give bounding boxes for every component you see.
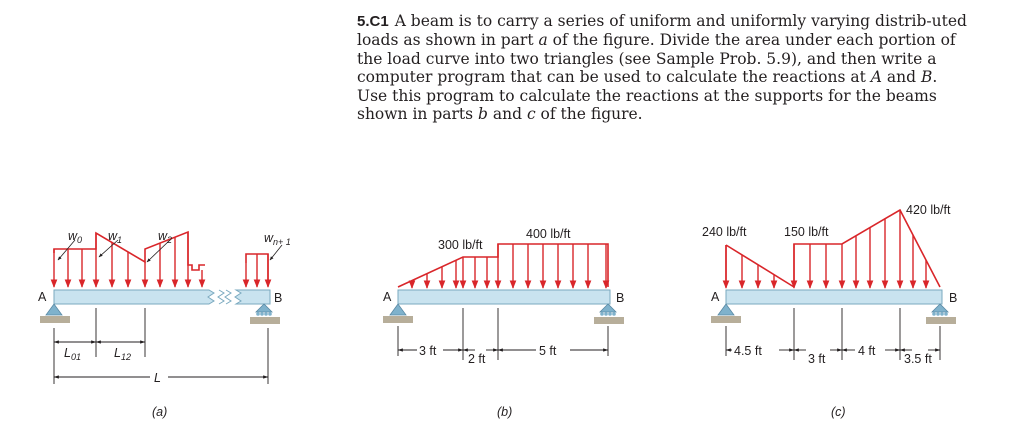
support-label-a-left: A bbox=[38, 290, 47, 304]
label-w1: $w_1$ bbox=[108, 229, 123, 245]
dim-label-c-3: 4 ft bbox=[858, 344, 876, 358]
dim-label-L: L bbox=[154, 371, 161, 385]
beam-b bbox=[398, 290, 610, 304]
load-label-c-2: 150 lb/ft bbox=[784, 225, 829, 239]
pin-support-b bbox=[383, 304, 413, 323]
problem-text-3: and bbox=[882, 68, 921, 87]
figure-c bbox=[702, 203, 957, 419]
part-a-ref: a bbox=[538, 31, 548, 50]
dim-label-b-3: 5 ft bbox=[539, 344, 557, 358]
support-label-c-left: A bbox=[711, 290, 720, 304]
support-label-b-left: A bbox=[383, 290, 392, 304]
pin-support-a bbox=[40, 304, 70, 323]
problem-text-4: . Use this program to calculate the reactions at the supports for the beams shown in parts bbox=[357, 68, 938, 124]
dim-label-b-1: 3 ft bbox=[419, 344, 437, 358]
load-curve-c-2 bbox=[726, 245, 794, 287]
problem-text-1: A beam is to carry a series of uniform and uniformly varying distrib-uted loads as shown in part bbox=[357, 12, 967, 50]
label-wn: $w_{n+ 1}$ bbox=[264, 231, 291, 247]
load-curve-c-3 bbox=[794, 210, 940, 287]
figure-b bbox=[383, 227, 624, 419]
caption-a: (a) bbox=[152, 405, 168, 419]
load-label-c-3: 420 lb/ft bbox=[906, 203, 951, 217]
beam-a-end bbox=[235, 290, 270, 304]
part-c-ref: c bbox=[526, 105, 536, 124]
point-b-ref: B bbox=[921, 68, 933, 87]
roller-support-a bbox=[250, 304, 280, 324]
beam-a bbox=[54, 290, 214, 304]
load-label-b-1: 300 lb/ft bbox=[438, 238, 483, 252]
problem-text-2: of the figure. Divide the area under each portion of the load curve into two triangles (see Sample Prob. 5.9), and then write a computer program that can be used to calculate the reactions at bbox=[357, 31, 956, 87]
dim-label-L01: $L_{01}$ bbox=[64, 346, 81, 362]
load-label-b-2: 400 lb/ft bbox=[526, 227, 571, 241]
dim-label-b-2: 2 ft bbox=[468, 352, 486, 366]
load-curve-b bbox=[398, 244, 608, 287]
dim-label-c-4: 3.5 ft bbox=[904, 352, 932, 366]
roller-support-b bbox=[594, 304, 624, 324]
problem-number: 5.C1 bbox=[357, 13, 389, 30]
problem-text-6: of the figure. bbox=[535, 105, 643, 124]
caption-c: (c) bbox=[831, 405, 846, 419]
label-w0: $w_0$ bbox=[68, 229, 83, 245]
load-arrows-c bbox=[726, 210, 926, 288]
support-label-c-right: B bbox=[949, 291, 958, 305]
load-label-c-1: 240 lb/ft bbox=[702, 225, 747, 239]
support-label-b-right: B bbox=[616, 291, 625, 305]
dim-label-c-2: 3 ft bbox=[808, 352, 826, 366]
dim-label-L12: $L_{12}$ bbox=[114, 346, 131, 362]
part-b-ref: b bbox=[478, 105, 488, 124]
figure-a bbox=[38, 229, 291, 419]
pin-support-c bbox=[711, 304, 741, 323]
dim-label-c-1: 4.5 ft bbox=[734, 344, 762, 358]
caption-b: (b) bbox=[497, 405, 513, 419]
problem-text-5: and bbox=[487, 105, 527, 124]
roller-support-c bbox=[926, 304, 956, 324]
label-w2: $w_2$ bbox=[158, 229, 173, 245]
support-label-a-right: B bbox=[274, 291, 283, 305]
dimensions-a bbox=[54, 308, 268, 384]
beam-c bbox=[726, 290, 942, 304]
point-a-ref: A bbox=[870, 68, 882, 87]
